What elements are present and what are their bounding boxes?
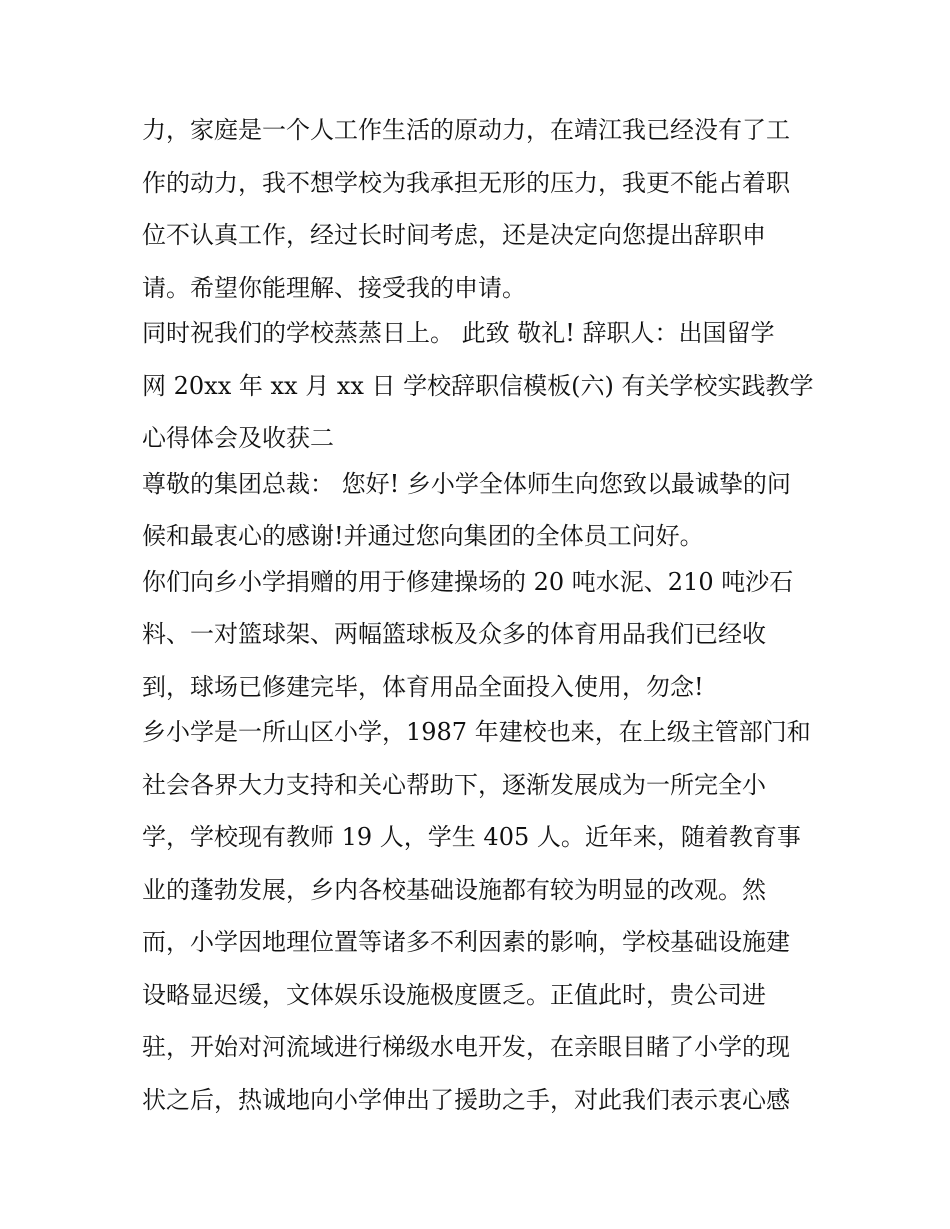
text-line: 设略显迟缓，文体娱乐设施极度匮乏。正值此时，贵公司进 bbox=[142, 980, 766, 1009]
text-line: 社会各界大力支持和关心帮助下，逐渐发展成为一所完全小 bbox=[142, 770, 766, 799]
text-line: 到，球场已修建完毕，体育用品全面投入使用，勿念! bbox=[142, 672, 704, 701]
text-line: 候和最衷心的感谢!并通过您向集团的全体员工问好。 bbox=[142, 522, 704, 550]
document-body bbox=[142, 104, 822, 1126]
text-line: 你们向乡小学捐赠的用于修建操场的 20 吨水泥、210 吨沙石 bbox=[142, 567, 794, 596]
text-line: 尊敬的集团总裁： 您好! 乡小学全体师生向您致以最诚挚的问 bbox=[142, 469, 791, 498]
text-line: 状之后，热诚地向小学伸出了援助之手，对此我们表示衷心感 bbox=[142, 1085, 790, 1114]
text-line: 同时祝我们的学校蒸蒸日上。 此致 敬礼! 辞职人：出国留学 bbox=[142, 319, 775, 347]
text-line: 乡小学是一所山区小学，1987 年建校也来，在上级主管部门和 bbox=[142, 718, 811, 746]
text-line: 业的蓬勃发展，乡内各校基础设施都有较为明显的改观。然 bbox=[142, 875, 766, 904]
text-line: 力，家庭是一个人工作生活的原动力，在靖江我已经没有了工 bbox=[142, 116, 790, 144]
text-line: 料、一对篮球架、两幅篮球板及众多的体育用品我们已经收 bbox=[142, 620, 766, 648]
text-line: 网 20xx 年 xx 月 xx 日 学校辞职信模板(六) 有关学校实践教学 bbox=[142, 371, 814, 400]
text-line: 位不认真工作，经过长时间考虑，还是决定向您提出辞职申 bbox=[142, 221, 766, 249]
text-line: 作的动力，我不想学校为我承担无形的压力，我更不能占着职 bbox=[142, 168, 790, 197]
text-line: 而，小学因地理位置等诸多不利因素的影响，学校基础设施建 bbox=[142, 928, 790, 956]
text-line: 驻，开始对河流域进行梯级水电开发，在亲眼目睹了小学的现 bbox=[142, 1033, 790, 1061]
text-line: 心得体会及收获二 bbox=[142, 424, 334, 452]
text-line: 请。希望你能理解、接受我的申请。 bbox=[142, 273, 526, 302]
text-line: 学，学校现有教师 19 人，学生 405 人。近年来，随着教育事 bbox=[142, 823, 801, 851]
